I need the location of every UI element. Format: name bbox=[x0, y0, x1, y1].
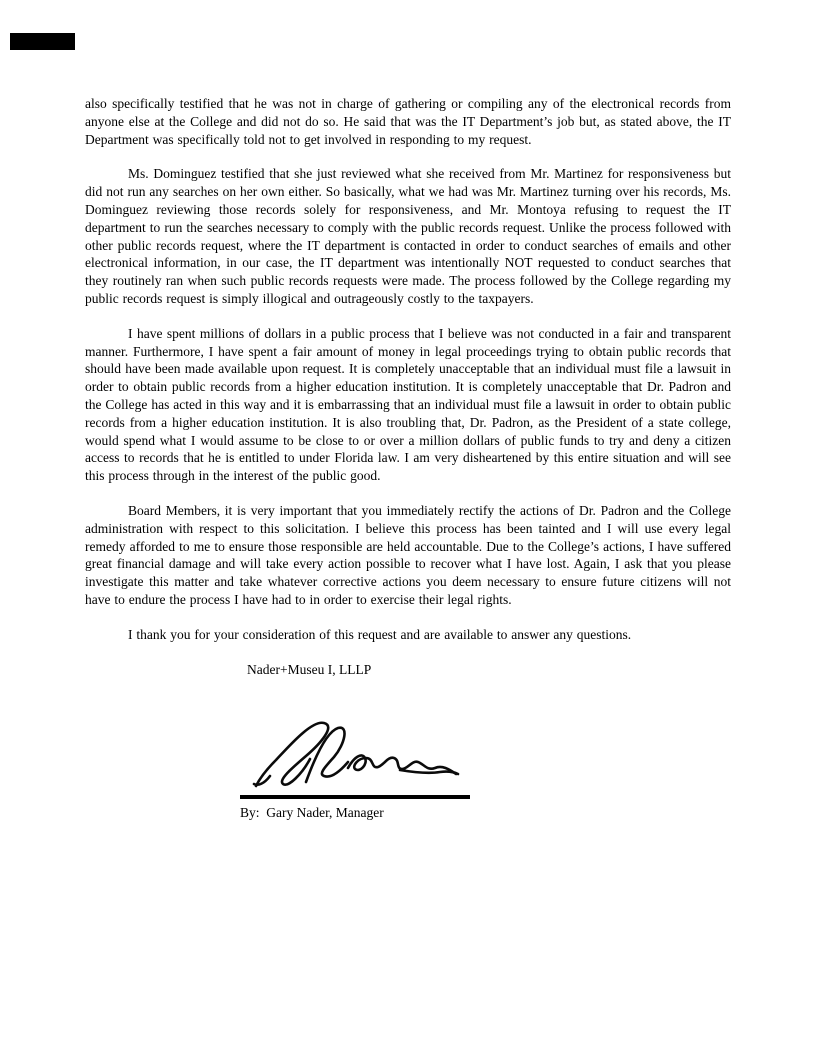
law-firm-name: Nader+Museu I, LLLP bbox=[247, 661, 372, 677]
signature-block bbox=[240, 712, 470, 822]
letter-body bbox=[85, 95, 731, 822]
signature-line bbox=[240, 795, 470, 799]
signature-image bbox=[250, 712, 464, 794]
signatory-line: By: Gary Nader, Manager bbox=[240, 805, 384, 821]
letter-paragraph-2: Ms. Dominguez testified that she just reviewed what she received from Mr. Martinez for responsiveness but did not run any searches on her own either. So basically, what we had was Mr. Martinez turning over his records, Ms. Dominguez reviewing those records solely for responsiveness, and Mr. Montoya refusing to request the IT department to run the searches necessary to comply with the public records request. Unlike the process followed with other public records request, where the IT department is contacted in order to conduct searches of emails and other electronical information, in our case, the IT department was intentionally NOT requested to conduct searches that they routinely ran when such public records requests were made. The process followed by the College regarding my public records request is simply illogical and outrageously costly to the taxpayers. bbox=[85, 166, 731, 306]
letter-paragraph-3: I have spent millions of dollars in a public process that I believe was not conducted in a fair and transparent manner. Furthermore, I have spent a fair amount of money in legal proceedings trying to obtain public records that should have been made available upon request. It is completely unacceptable that an individual must file a lawsuit in order to obtain public records from a higher education institution. It is completely unacceptable that Dr. Padron and the College has acted in this way and it is embarrassing that an individual must file a lawsuit in order to obtain public records from a higher education institution. It is also troubling that, Dr. Padron, as the President of a state college, would spend what I would assume to be close to or over a million dollars of public funds to try and deny a citizen access to records that he is entitled to under Florida law. I am very disheartened by this entire situation and will see this process through in the interest of the public good. bbox=[85, 325, 731, 484]
letter-paragraph-4: Board Members, it is very important that you immediately rectify the actions of Dr. Padron and the College administration with respect to this solicitation. I believe this process has been tainted and I will use every legal remedy afforded to me to ensure those responsible are held accountable. Due to the College’s actions, I have suffered great financial damage and will take every action possible to recover what I have lost. Again, I ask that you please investigate this matter and take whatever corrective actions you deem necessary to ensure future citizens will not have to endure the process I have had to in order to exercise their legal rights. bbox=[85, 502, 731, 607]
closing-paragraph: I thank you for your consideration of this request and are available to answer any questions. bbox=[128, 626, 632, 642]
letter-paragraph-1: also specifically testified that he was not in charge of gathering or compiling any of the electronical records from anyone else at the College and did not do so. He said that was the IT Department’s job but, as stated above, the IT Department was specifically told not to get involved in responding to my request. bbox=[85, 96, 731, 147]
scan-artifact-mark bbox=[10, 33, 75, 50]
